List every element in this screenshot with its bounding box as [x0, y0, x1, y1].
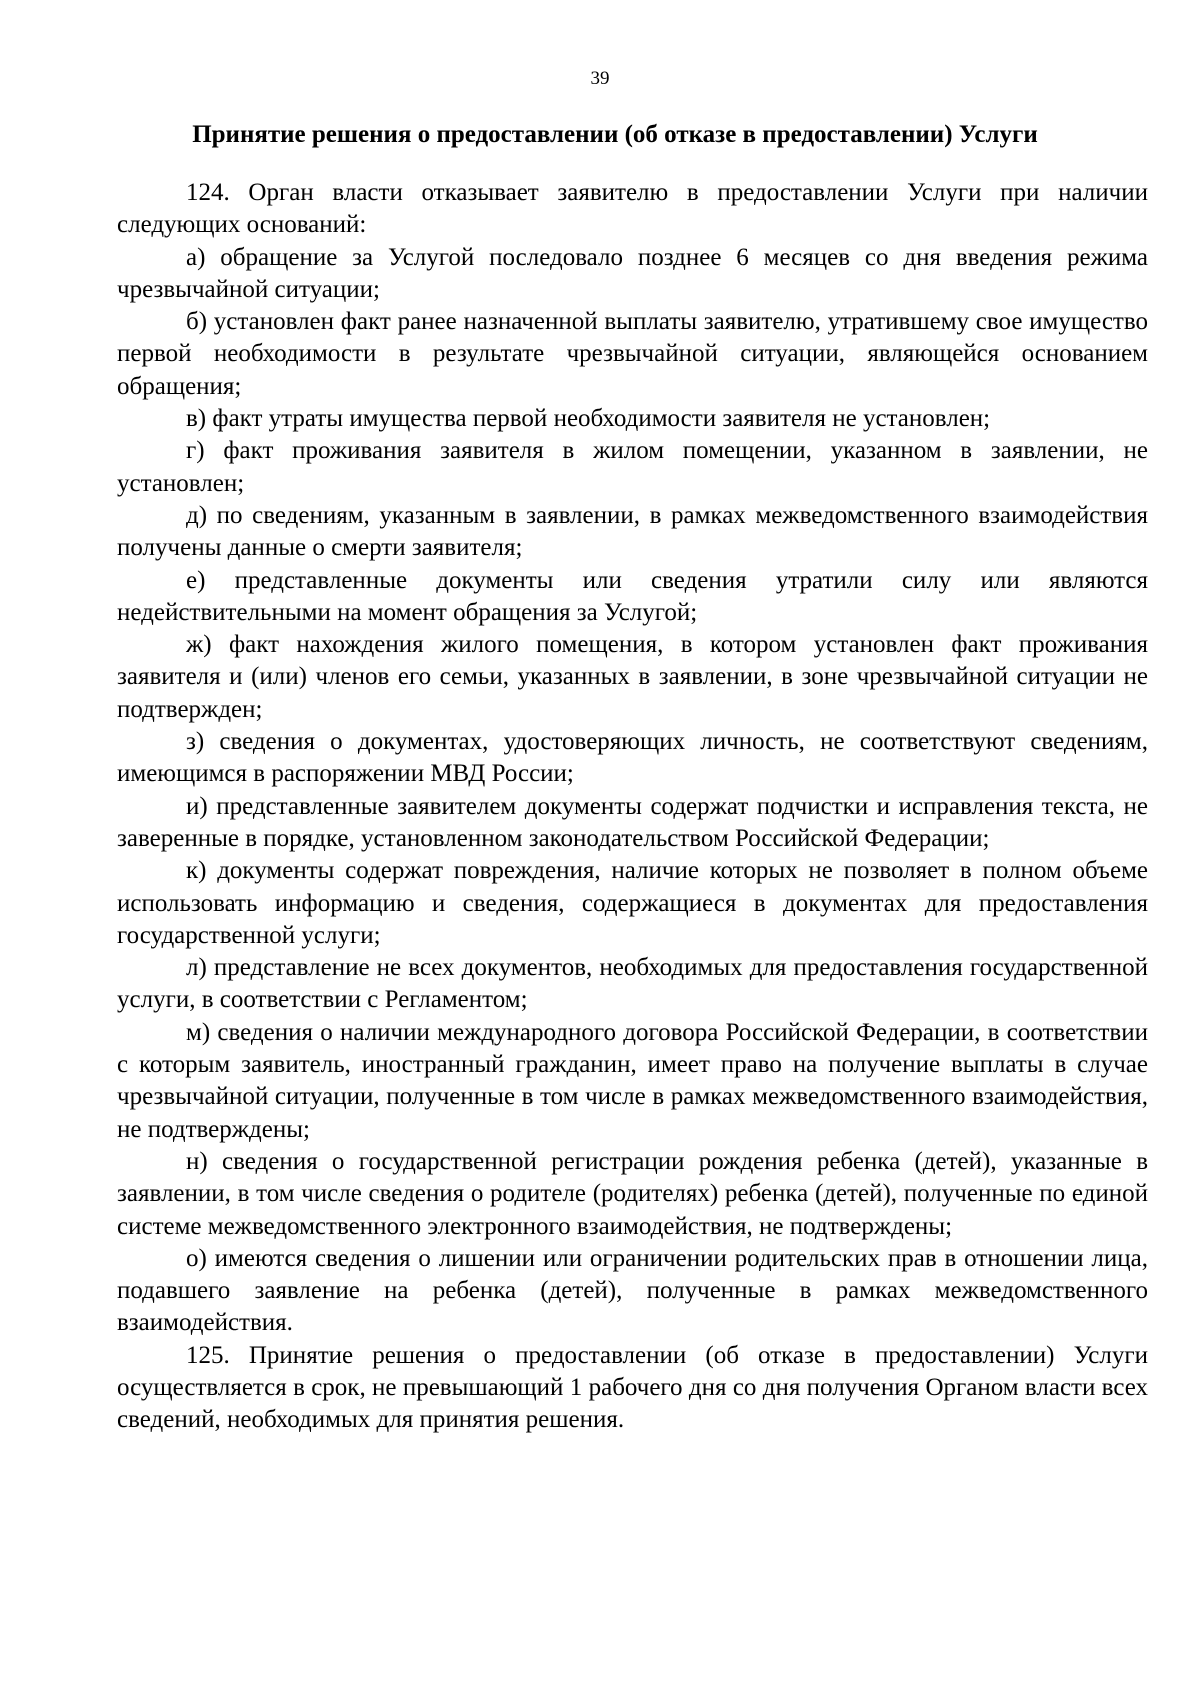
list-item-b: б) установлен факт ранее назначенной выплаты заявителю, утратившему свое имущество первой необходимости в результате чрезвычайной ситуации, являющейся основанием обращения;: [117, 308, 1148, 400]
list-item-zh: ж) факт нахождения жилого помещения, в котором установлен факт проживания заявителя и (или) членов его семьи, указанных в заявлении, в зоне чрезвычайной ситуации не подтвержден;: [117, 631, 1148, 723]
list-item-e: е) представленные документы или сведения утратили силу или являются недействительными на момент обращения за Услугой;: [117, 566, 1148, 626]
list-item-l: л) представление не всех документов, необходимых для предоставления государственной услуги, в соответствии с Регламентом;: [117, 954, 1148, 1014]
list-item-v: в) факт утраты имущества первой необходимости заявителя не установлен;: [186, 405, 991, 433]
paragraph-124: 124. Орган власти отказывает заявителю в предоставлении Услуги при наличии следующих оснований:: [117, 179, 1148, 239]
list-item-d: д) по сведениям, указанным в заявлении, в рамках межведомственного взаимодействия получены данные о смерти заявителя;: [117, 501, 1148, 562]
section-title: Принятие решения о предоставлении (об отказе в предоставлении) Услуги: [192, 121, 1038, 148]
list-item-m: м) сведения о наличии международного договора Российской Федерации, в соответствии с которым заявитель, иностранный гражданин, имеет право на получение выплаты в случае чрезвычайной ситуации, полученные в том числе в рамках межведомственного взаимодействия, не подтверждены;: [117, 1018, 1148, 1143]
list-item-k: к) документы содержат повреждения, наличие которых не позволяет в полном объеме использовать информацию и сведения, содержащиеся в документах для предоставления государственной услуги;: [117, 857, 1148, 949]
list-item-i: и) представленные заявителем документы содержат подчистки и исправления текста, не заверенные в порядке, установленном законодательством Российской Федерации;: [117, 792, 1148, 852]
page-number: 39: [590, 68, 610, 89]
list-item-a: а) обращение за Услугой последовало позднее 6 месяцев со дня введения режима чрезвычайной ситуации;: [117, 243, 1148, 303]
document-body: [117, 177, 1148, 1437]
list-item-n: н) сведения о государственной регистрации рождения ребенка (детей), указанные в заявлении, в том числе сведения о родителе (родителях) ребенка (детей), полученные по единой системе межведомственного электронного взаимодействия, не подтверждены;: [117, 1147, 1148, 1240]
paragraph-125: 125. Принятие решения о предоставлении (об отказе в предоставлении) Услуги осуществляется в срок, не превышающий 1 рабочего дня со дня получения Органом власти всех сведений, необходимых для принятия решения.: [117, 1341, 1148, 1434]
list-item-g: г) факт проживания заявителя в жилом помещении, указанном в заявлении, не установлен;: [117, 437, 1148, 497]
list-item-z: з) сведения о документах, удостоверяющих личность, не соответствуют сведениям, имеющимся в распоряжении МВД России;: [117, 728, 1148, 788]
list-item-o: о) имеются сведения о лишении или ограничении родительских прав в отношении лица, подавшего заявление на ребенка (детей), полученные в рамках межведомственного взаимодействия.: [117, 1244, 1148, 1337]
